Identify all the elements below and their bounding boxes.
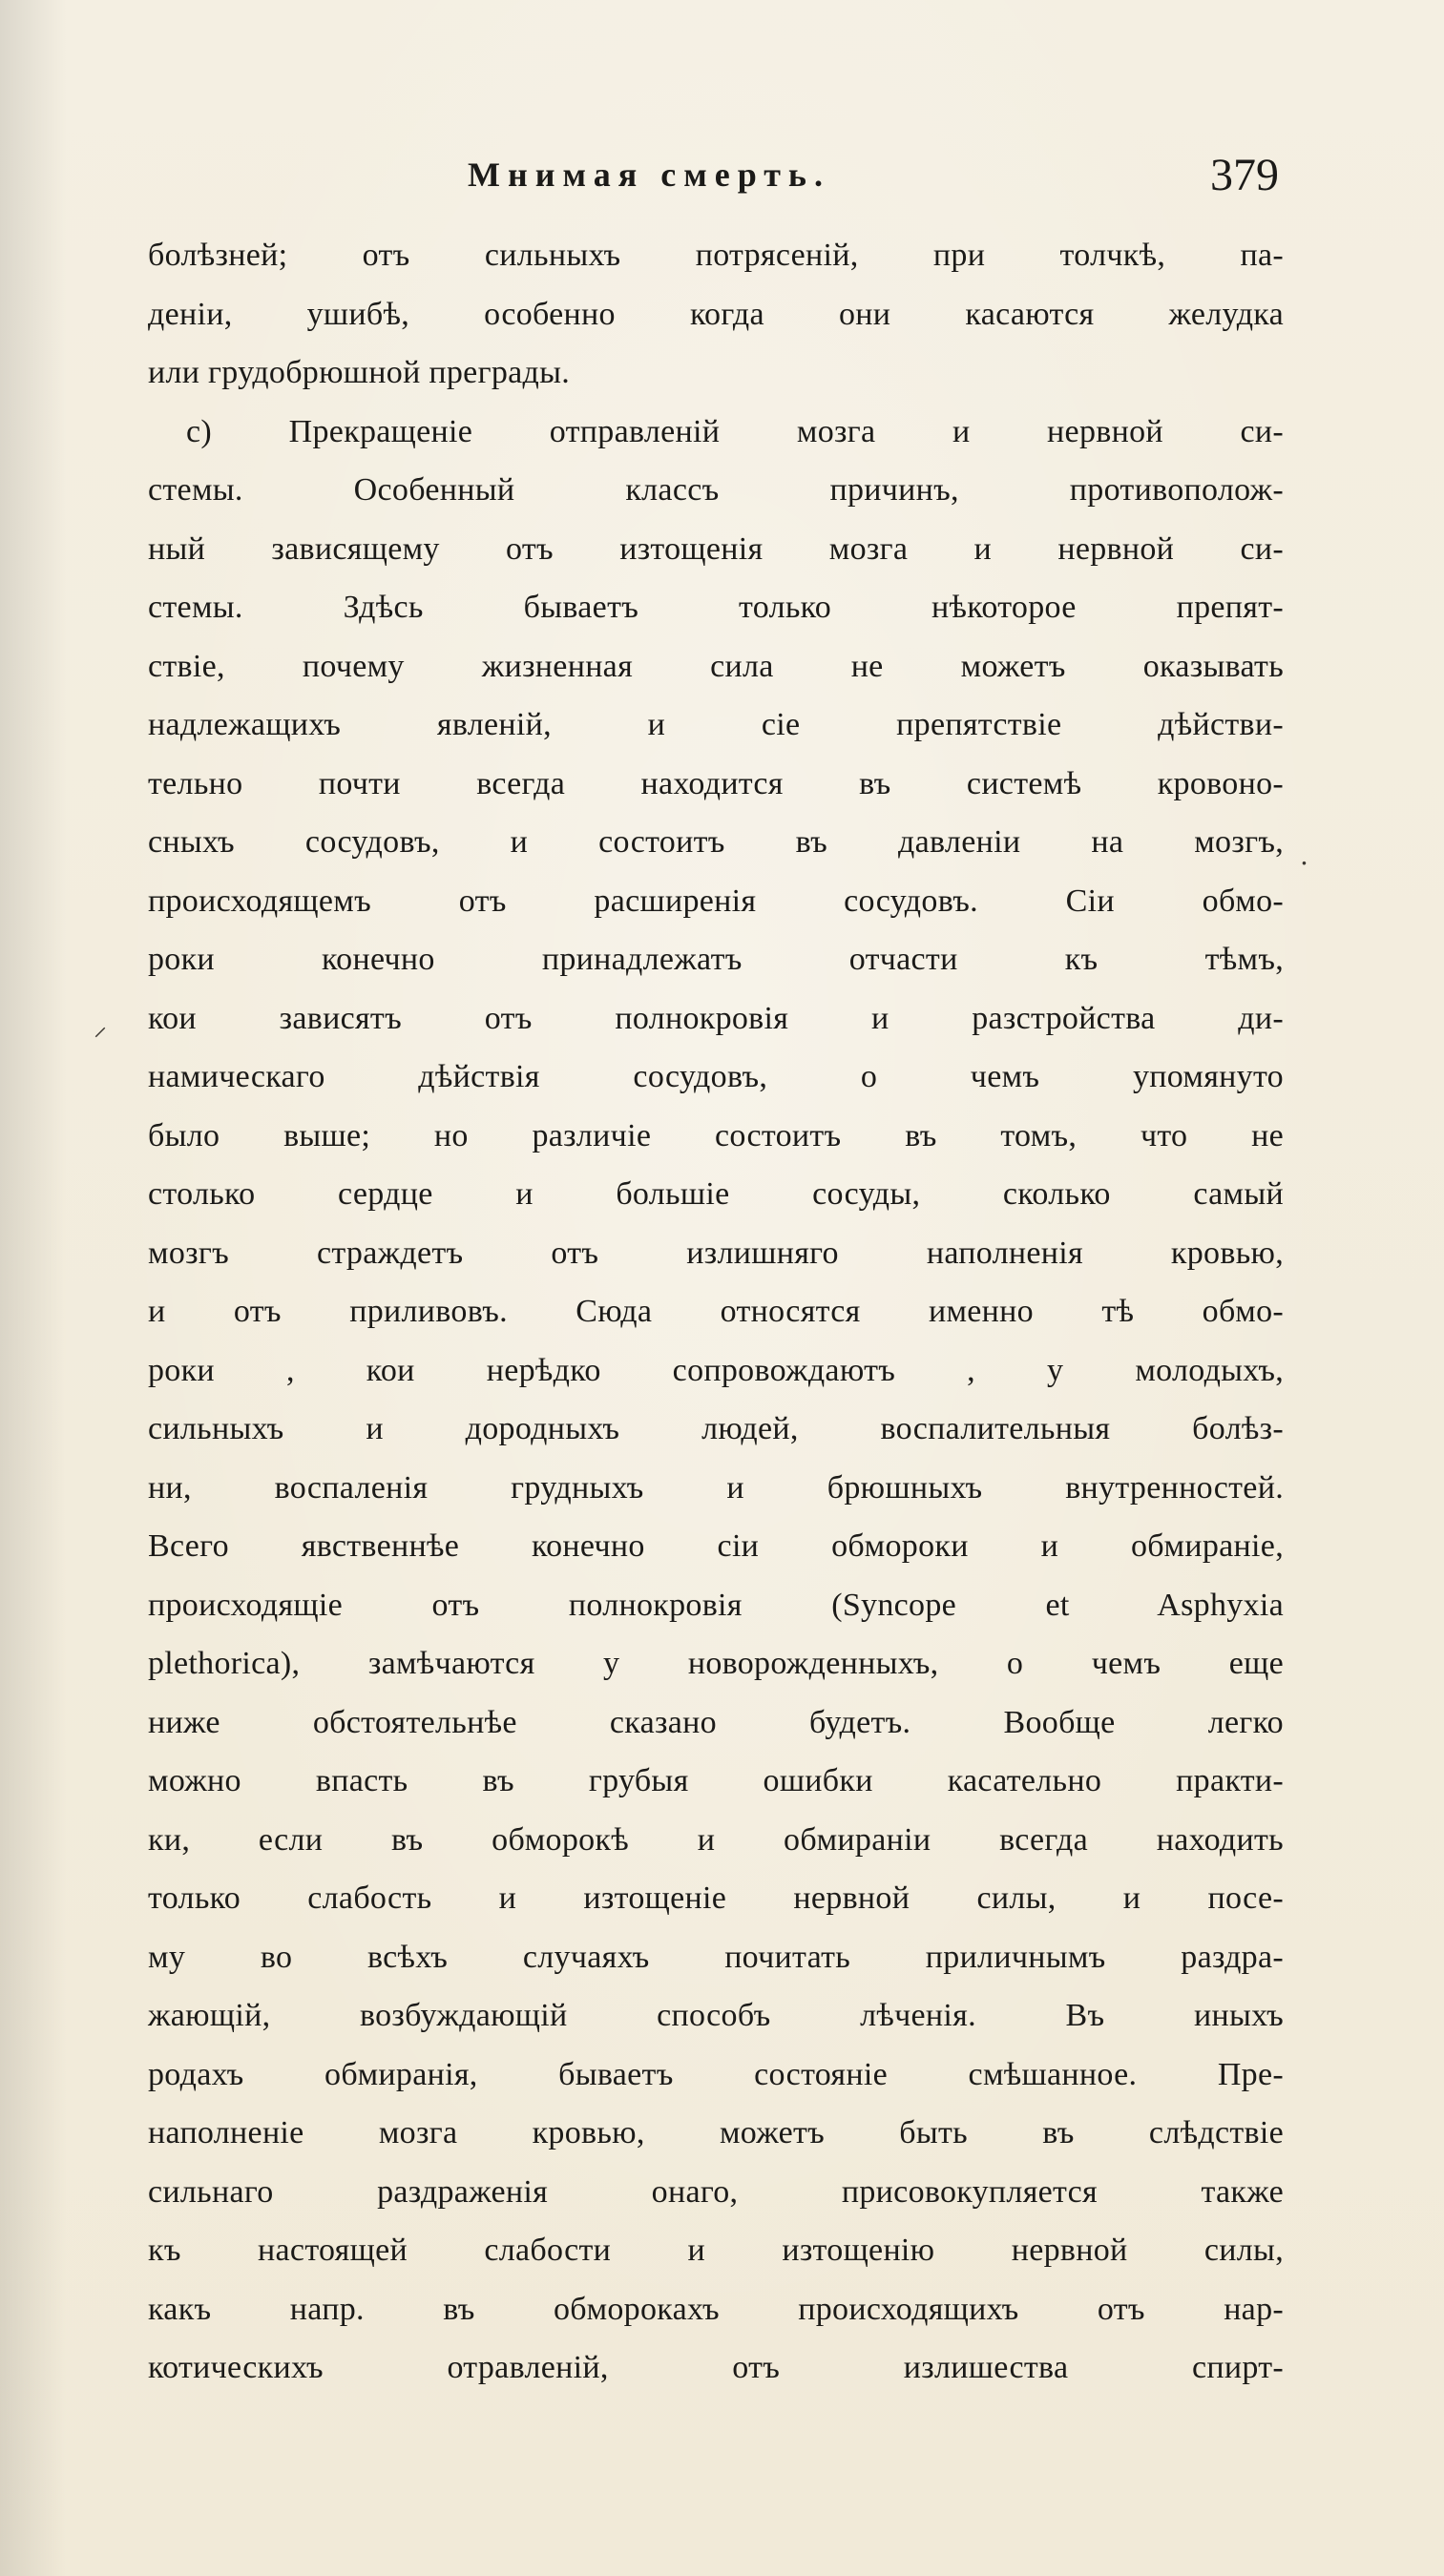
text-line: только слабость и изтощеніе нервной силы, и посе-	[148, 1880, 1284, 1916]
text-line: происходящіе отъ полнокровія (Syncope et Asphyxia	[148, 1587, 1284, 1623]
text-line: сильнаго раздраженія онаго, присовокупляется также	[148, 2173, 1284, 2210]
text-line: роки , кои нерѣдко сопровождаютъ , у молодыхъ,	[148, 1352, 1284, 1388]
text-line: plethorica), замѣчаются у новорожденныхъ, о чемъ еще	[148, 1646, 1284, 1681]
text-line: котическихъ отравленій, отъ излишества спирт-	[148, 2350, 1284, 2385]
text-line: мозгъ страждетъ отъ излишняго наполненія кровью,	[148, 1235, 1284, 1271]
text-line: стемы. Особенный классъ причинъ, противополож-	[148, 472, 1284, 508]
page-number: 379	[1210, 150, 1279, 200]
text-line: му во всѣхъ случаяхъ почитать приличнымъ раздра-	[148, 1939, 1284, 1975]
text-line: или грудобрюшной преграды.	[148, 355, 571, 390]
text-line: можно впасть въ грубыя ошибки касательно практи-	[148, 1763, 1284, 1798]
text-line: столько сердце и большіе сосуды, сколько самый	[148, 1176, 1284, 1212]
text-line: ниже обстоятельнѣе сказано будетъ. Вообще легко	[148, 1704, 1284, 1740]
text-line: сильныхъ и дородныхъ людей, воспалительныя болѣз-	[148, 1411, 1284, 1446]
text-line: жающій, возбуждающій способъ лѣченія. Въ иныхъ	[148, 1998, 1284, 2033]
text-line: стемы. Здѣсь бываетъ только нѣкоторое препят-	[148, 590, 1284, 625]
text-line: ки, если въ обморокѣ и обмираніи всегда находить	[148, 1821, 1284, 1858]
text-line: ствіе, почему жизненная сила не можетъ оказывать	[148, 648, 1284, 684]
text-line: роки конечно принадлежатъ отчасти къ тѣмъ,	[148, 942, 1284, 977]
running-head	[162, 149, 1279, 216]
text-line: ни, воспаленія грудныхъ и брюшныхъ внутренностей.	[148, 1469, 1284, 1506]
text-line: кои зависятъ отъ полнокровія и разстройства ди-	[148, 1000, 1284, 1036]
text-line: намическаго дѣйствія сосудовъ, о чемъ упомянуто	[148, 1059, 1284, 1094]
text-line: родахъ обмиранія, бываетъ состояніе смѣшанное. Пре-	[148, 2056, 1284, 2092]
left-margin-mark: ⸝	[94, 1010, 108, 1042]
text-line: наполненіе мозга кровью, можетъ быть въ слѣдствіе	[148, 2115, 1284, 2150]
running-title: Мнимая смерть.	[468, 156, 830, 194]
text-line: ный зависящему отъ изтощенія мозга и нервной си-	[148, 530, 1284, 567]
text-line: къ настоящей слабости и изтощенію нервной силы,	[148, 2233, 1284, 2268]
text-line: c) Прекращеніе отправленій мозга и нервной си-	[186, 413, 1284, 449]
text-line: происходящемъ отъ расширенія сосудовъ. Сіи обмо-	[148, 883, 1284, 919]
text-line: и отъ приливовъ. Сюда относятся именно тѣ обмо-	[148, 1294, 1284, 1329]
text-line: сныхъ сосудовъ, и состоитъ въ давленіи на мозгъ,	[148, 824, 1284, 860]
right-margin-mark: .	[1300, 840, 1308, 871]
text-line: какъ напр. въ обморокахъ происходящихъ отъ нар-	[148, 2291, 1284, 2327]
text-line: было выше; но различіе состоитъ въ томъ, что не	[148, 1117, 1284, 1153]
text-line: Всего явственнѣе конечно сіи обмороки и обмираніе,	[148, 1528, 1284, 1564]
text-line: деніи, ушибѣ, особенно когда они касаются желудка	[148, 296, 1284, 332]
gutter-shadow	[0, 0, 67, 2576]
text-line: надлежащихъ явленій, и сіе препятствіе дѣйстви-	[148, 707, 1284, 742]
body-text	[148, 226, 1284, 2398]
text-line: болѣзней; отъ сильныхъ потрясеній, при толчкѣ, па-	[148, 238, 1284, 273]
text-line: тельно почти всегда находится въ системѣ кровоно-	[148, 765, 1284, 801]
